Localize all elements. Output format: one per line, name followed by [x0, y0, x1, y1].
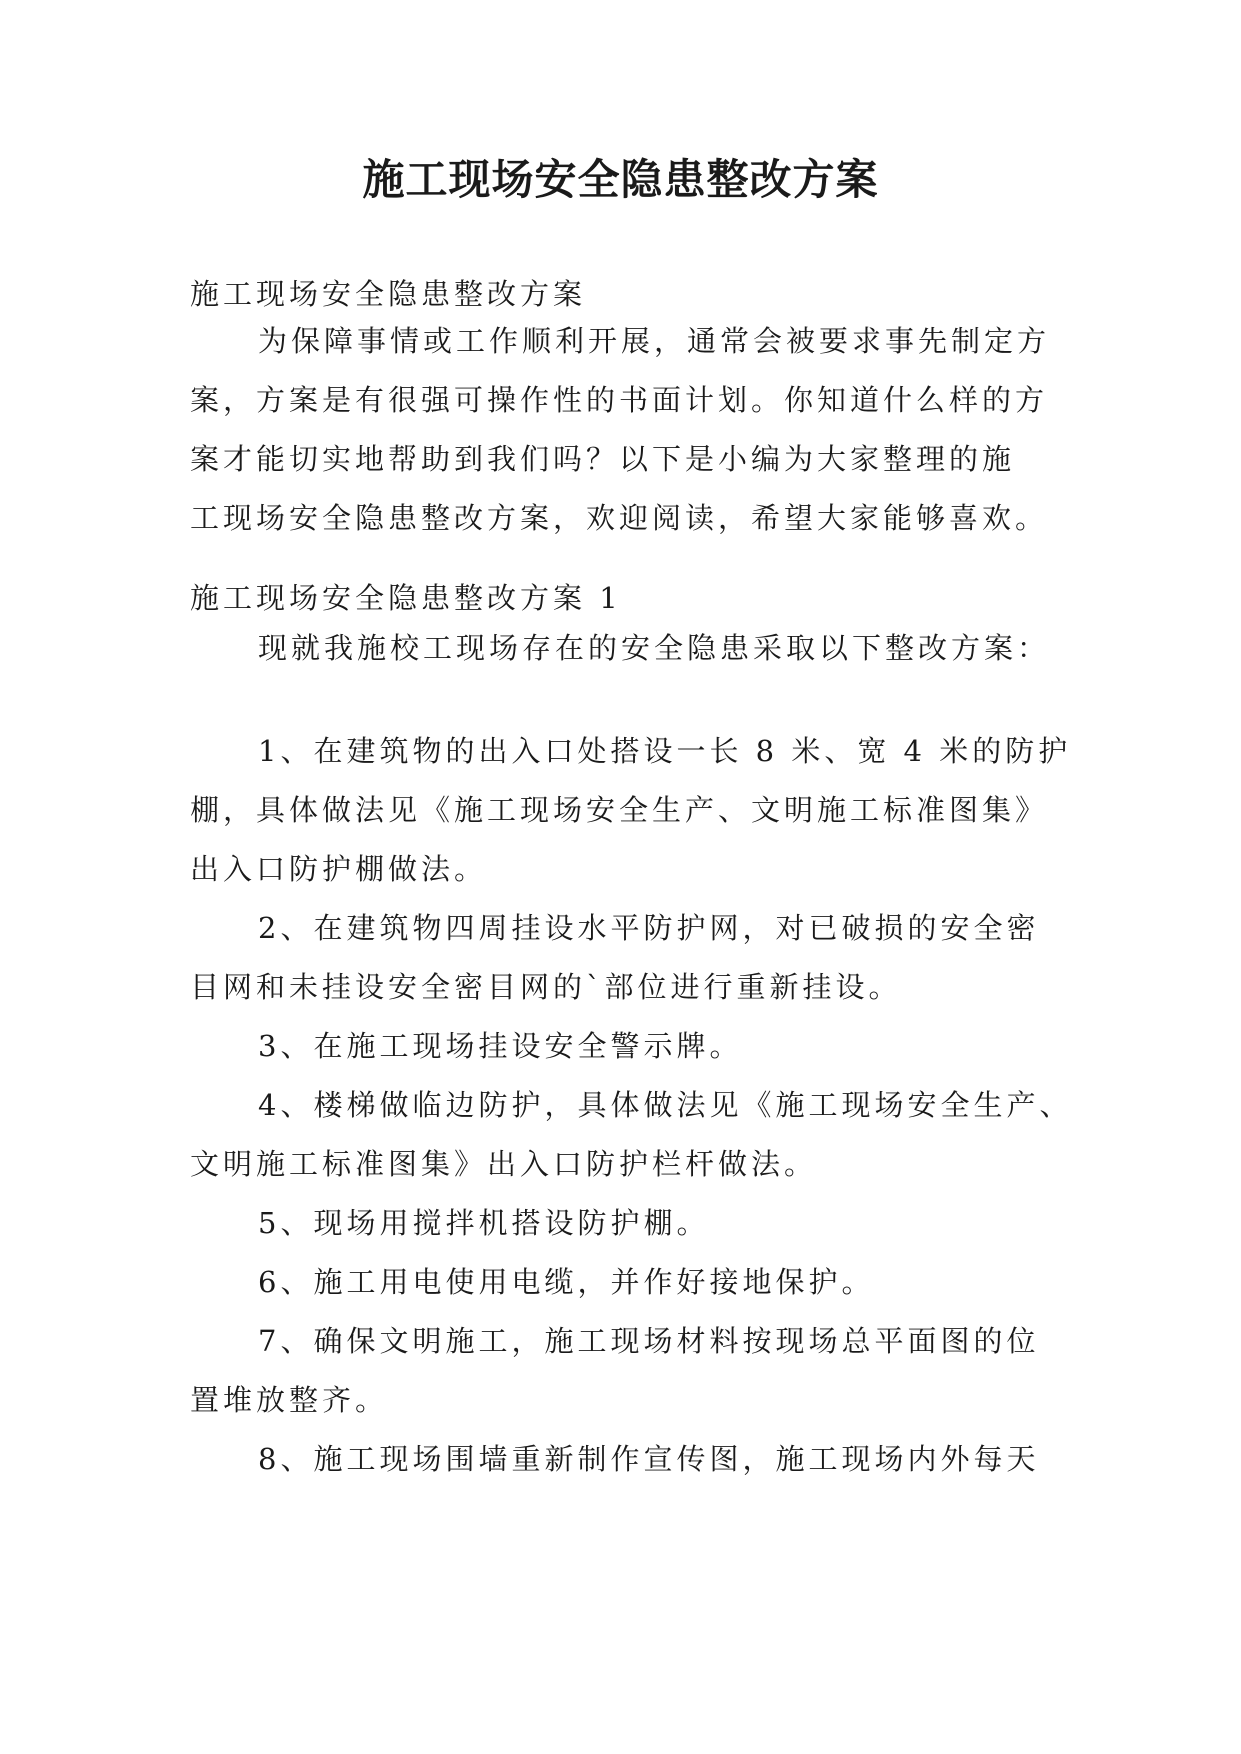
document-title: 施工现场安全隐患整改方案 — [362, 155, 879, 204]
item-line: 出入口防护棚做法。 — [190, 852, 488, 886]
item-line: 棚，具体做法见《施工现场安全生产、文明施工标准图集》 — [190, 793, 1049, 827]
item-line: 1、在建筑物的出入口处搭设一长 8 米、宽 4 米的防护 — [258, 734, 1072, 768]
item-line: 目网和未挂设安全密目网的`部位进行重新挂设。 — [190, 970, 902, 1004]
item-7 — [190, 1312, 1060, 1430]
intro-line: 为保障事情或工作顺利开展，通常会被要求事先制定方 — [258, 324, 1051, 358]
section-intro — [190, 619, 1060, 678]
item-line: 2、在建筑物四周挂设水平防护网，对已破损的安全密 — [258, 911, 1040, 945]
item-line: 8、施工现场围墙重新制作宣传图，施工现场内外每天 — [258, 1442, 1040, 1476]
intro-line: 工现场安全隐患整改方案，欢迎阅读，希望大家能够喜欢。 — [190, 501, 1049, 535]
item-4 — [190, 1076, 1073, 1194]
section-intro-text: 现就我施校工现场存在的安全隐患采取以下整改方案： — [258, 631, 1051, 665]
intro-line: 案，方案是有很强可操作性的书面计划。你知道什么样的方 — [190, 383, 1049, 417]
item-line: 6、施工用电使用电缆，并作好接地保护。 — [258, 1265, 875, 1299]
item-8 — [190, 1430, 1060, 1489]
item-1 — [190, 722, 1072, 899]
intro-paragraph — [190, 312, 1060, 548]
subtitle-text: 施工现场安全隐患整改方案 — [190, 277, 587, 311]
item-2 — [190, 899, 1060, 1017]
item-line: 4、楼梯做临边防护，具体做法见《施工现场安全生产、 — [258, 1088, 1073, 1122]
item-6 — [190, 1253, 1060, 1312]
intro-line: 案才能切实地帮助到我们吗？以下是小编为大家整理的施 — [190, 442, 1016, 476]
section-heading-text: 施工现场安全隐患整改方案 1 — [190, 581, 622, 615]
item-line: 7、确保文明施工，施工现场材料按现场总平面图的位 — [258, 1324, 1040, 1358]
item-line: 5、现场用搅拌机搭设防护棚。 — [258, 1206, 710, 1240]
item-line: 文明施工标准图集》出入口防护栏杆做法。 — [190, 1147, 818, 1181]
item-line: 3、在施工现场挂设安全警示牌。 — [258, 1029, 743, 1063]
item-5 — [190, 1194, 1060, 1253]
item-line: 置堆放整齐。 — [190, 1383, 389, 1417]
item-3 — [190, 1017, 1060, 1076]
